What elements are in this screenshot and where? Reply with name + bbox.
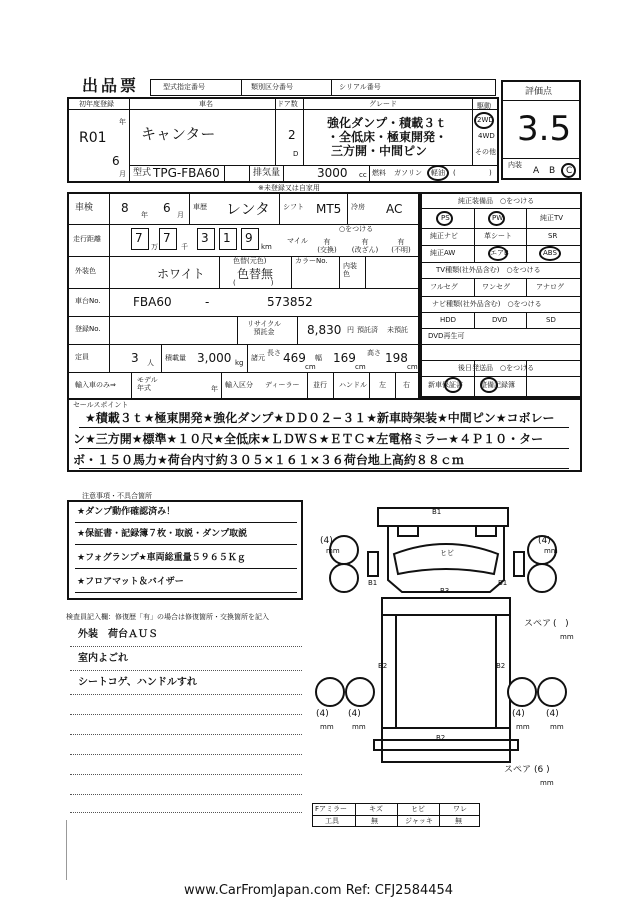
tread-fr: 4	[541, 536, 548, 546]
original-color-label: 色替(元色)	[233, 257, 267, 265]
tread-rl2-mm: mm	[352, 723, 366, 731]
drive-2wd: 2WD	[477, 116, 494, 124]
wheel-rear-left-outer	[316, 678, 344, 706]
tread-rr2: 4	[549, 709, 556, 719]
navi-hdd: HDD	[440, 316, 457, 324]
equip-pw: PW	[492, 214, 504, 222]
dvd-play: DVD再生可	[428, 332, 465, 340]
records-circle-icon	[480, 377, 498, 393]
model-type: TPG-FBA60	[153, 166, 220, 180]
note-line-1: ★ダンプ動作確認済み！	[77, 507, 176, 517]
capacity-value: 3	[131, 351, 139, 365]
recycle-deposited: 預託済	[357, 326, 378, 334]
mileage-digit-4: 1	[223, 231, 231, 245]
tv-oneseg: ワンセグ	[482, 283, 510, 291]
tread-rr2-mm: mm	[550, 723, 564, 731]
doors-label: ドア数	[277, 100, 298, 108]
reg-no-label: 登録No.	[75, 325, 101, 333]
navi-sd: SD	[546, 316, 556, 324]
notes-label: 注意事項・不具合箇所	[82, 492, 152, 500]
note-line-2: ★保証書・記録簿７枚・取説・ダンプ取説	[77, 529, 248, 539]
shift-value: MT5	[316, 202, 342, 216]
sales-point-label: セールスポイント	[73, 401, 129, 409]
tread-fl: 4	[323, 536, 330, 546]
navi-header: ナビ種類(社外品含む) ○をつける	[432, 300, 542, 308]
car-name: キャンター	[141, 125, 216, 143]
notes-box	[67, 500, 303, 600]
recycle-not-deposited: 未預託	[387, 326, 408, 334]
spec-table	[67, 192, 420, 400]
acc-tools-val: 無	[371, 817, 378, 825]
load-value: 3,000	[197, 351, 232, 365]
dealer-label: ディーラー	[265, 381, 300, 389]
acc-jack-val: 無	[455, 817, 462, 825]
displacement-value: 3000	[317, 166, 348, 180]
recycle-unit: 円	[347, 326, 354, 334]
mileage-digit-5: 9	[245, 231, 253, 245]
cargo-bed	[382, 598, 510, 728]
history-value: レンタ	[226, 200, 271, 218]
equip-leather: 革シート	[484, 232, 512, 240]
wheel-front-left-2	[330, 564, 358, 592]
mark-left-rear: B2	[378, 662, 388, 670]
fuel-gasoline: ガソリン	[394, 169, 422, 177]
wid-label: 幅	[315, 354, 322, 362]
mileage-unit-km: km	[261, 243, 272, 251]
inspection-year: 8	[121, 201, 129, 215]
score-box	[501, 80, 581, 180]
tread-rr1-mm: mm	[516, 723, 530, 731]
displacement-label: 排気量	[253, 168, 281, 178]
wheel-rear-right-inner	[508, 678, 536, 706]
handle-right: 右	[403, 381, 410, 389]
mark-bed: B3	[440, 587, 450, 595]
acc-crack: ヒビ	[411, 805, 425, 813]
front-bumper	[378, 508, 508, 526]
car-name-label: 車名	[199, 100, 213, 108]
spare2-label: スペア	[504, 765, 532, 775]
sales-line-3: ボ・１５０馬力★荷台内寸約３０５×１６１×３６荷台地上高約８８ｃｍ	[73, 453, 464, 467]
mileage-unit-man: 万	[151, 243, 158, 251]
inspection-month: 6	[163, 201, 171, 215]
docs-warranty: 新車保証書	[428, 381, 463, 389]
grade-line-2: ・全低床・極東開発・	[327, 130, 448, 144]
interior-circle-icon	[561, 163, 576, 178]
registration-note: ※未登録又は自家用	[258, 184, 320, 192]
color-no-label: カラーNo.	[295, 257, 328, 265]
grade-label: グレード	[369, 100, 397, 108]
month-unit: 月	[119, 170, 126, 178]
drive-circle-icon	[474, 112, 494, 129]
mileage-unit-sen: 千	[181, 243, 188, 251]
wid-value: 169	[333, 351, 356, 365]
load-unit: kg	[235, 359, 244, 367]
interior-grade-c: C	[566, 166, 573, 176]
fuel-close: )	[489, 169, 492, 177]
inspector-line-1: 外装 荷台ＡＵＳ	[78, 629, 158, 640]
fuel-other: (	[453, 169, 456, 177]
tread-rl2: 4	[351, 709, 358, 719]
mark-right-door: B1	[498, 579, 508, 587]
page-title: 出品票	[82, 76, 140, 95]
chassis-prefix: FBA60	[133, 295, 172, 309]
shift-label: シフト	[283, 203, 304, 211]
chassis-number: 573852	[267, 295, 313, 309]
mileage-opt-3: 有 (不明)	[391, 238, 411, 255]
spare1-mm: mm	[560, 633, 574, 641]
acc-jack: ジャッキ	[405, 817, 433, 825]
sales-point-box	[67, 398, 582, 472]
mark-windshield: ヒビ	[440, 549, 454, 557]
interior-color-label: 内装 色	[343, 262, 357, 279]
first-reg-month: 6	[112, 154, 120, 168]
inspector-line-3: シートコゲ、ハンドルすれ	[78, 677, 197, 688]
grade-line-1: 強化ダンプ・積載３ｔ	[327, 116, 448, 130]
fuel-diesel: 軽油	[431, 169, 445, 177]
color-value: ホワイト	[157, 267, 205, 281]
note-line-4: ★フロアマット＆バイザー	[77, 577, 184, 587]
tread-rl1: 4	[319, 709, 326, 719]
mileage-digit-3: 3	[201, 231, 209, 245]
load-label: 積載量	[165, 354, 186, 362]
acc-scratch: キズ	[369, 805, 383, 813]
doors-value: 2	[288, 128, 296, 142]
parallel-label: 並行	[313, 381, 327, 389]
history-label: 車歴	[193, 203, 207, 211]
inspection-year-unit: 年	[141, 211, 148, 219]
hgt-label: 高さ	[367, 349, 381, 357]
year-unit: 年	[119, 118, 126, 126]
len-value: 469	[283, 351, 306, 365]
acc-tools: 工具	[325, 817, 339, 825]
inspection-month-unit: 月	[177, 211, 184, 219]
margin-line	[66, 820, 67, 880]
airbag-circle-icon	[488, 246, 508, 261]
displacement-unit: cc	[359, 171, 367, 179]
docs-header: 後日発送品 ○をつける	[458, 364, 535, 372]
original-color-paren: ( )	[233, 279, 274, 287]
tread-rr1: 4	[515, 709, 522, 719]
hgt-value: 198	[385, 351, 408, 365]
inspector-area	[64, 622, 304, 812]
recycle-value: 8,830	[307, 323, 342, 337]
header-cell-2: 類別区分番号	[251, 83, 293, 91]
abs-circle-icon	[539, 246, 561, 261]
color-label: 外装色	[75, 267, 96, 275]
wheel-rear-left-inner	[346, 678, 374, 706]
doors-unit: D	[293, 150, 299, 158]
handle-left: 左	[379, 381, 386, 389]
import-type-label: 輸入区分	[225, 381, 253, 389]
import-label: 輸入車のみ⇒	[75, 381, 116, 389]
equip-abs: ABS	[543, 249, 557, 257]
sales-line-1: ★積載３ｔ★極東開発★強化ダンプ★ＤＤ０２−３１★新車時架装★中間ピン★コボレー	[85, 411, 555, 425]
header-cells	[150, 79, 496, 96]
tv-fullseg: フルセグ	[430, 283, 458, 291]
len-label: 長さ	[267, 349, 281, 357]
interior-grade-b: B	[549, 166, 556, 176]
first-reg-era: R01	[79, 130, 107, 146]
equip-ps: PS	[441, 214, 450, 222]
mile-label: マイル	[287, 237, 308, 245]
mileage-digit-2: 7	[163, 231, 171, 245]
drive-label: 駆動	[477, 102, 491, 110]
drive-other: その他	[475, 148, 496, 156]
capacity-unit: 人	[147, 359, 154, 367]
header-cell-3: シリアル番号	[339, 83, 381, 91]
interior-label: 内装	[508, 161, 522, 169]
fuel-label: 燃料	[372, 169, 386, 177]
inspector-label: 検査員記入欄：修復歴「有」の場合は修復箇所・交換箇所を記入	[66, 613, 269, 621]
equipment-header: 純正装備品 ○をつける	[458, 197, 535, 205]
grade-line-3: 三方開・中間ピン	[331, 144, 428, 158]
sales-line-2: ン★三方開★標準★１０尺★全低床★ＬＤＷＳ★ＥＴＣ★左電格ミラー★４Ｐ１０・ター	[73, 432, 544, 446]
spare2-value: 6	[537, 765, 544, 775]
handle-label: ハンドル	[339, 381, 367, 389]
capacity-label: 定員	[75, 353, 89, 361]
dims-label: 諸元	[251, 354, 265, 362]
chassis-dash: -	[205, 295, 210, 309]
tv-header: TV種類(社外品含む) ○をつける	[436, 266, 541, 274]
inspector-line-2: 室内よごれ	[78, 653, 128, 664]
equip-airbag: エアB	[490, 249, 509, 257]
chassis-label: 車台No.	[75, 297, 101, 305]
ac-value: AC	[386, 202, 403, 216]
score-value: 3.5	[517, 109, 572, 149]
dim-unit-1: cm	[305, 363, 316, 371]
ps-circle-icon	[436, 211, 453, 226]
dim-unit-3: cm	[407, 363, 418, 371]
original-color-value: 色替無	[237, 267, 274, 281]
equip-tv: 純正TV	[540, 214, 564, 222]
accessory-table	[312, 803, 480, 827]
drive-4wd: 4WD	[478, 132, 495, 140]
mark-front-bumper: B1	[432, 508, 442, 516]
note-line-3: ★フォグランプ★車両総重量５９６５Ｋｇ	[77, 553, 246, 563]
mileage-check-note: ○をつける	[339, 225, 374, 233]
acc-broken: ワレ	[453, 805, 467, 813]
pw-circle-icon	[488, 211, 505, 226]
inspection-label: 車検	[75, 203, 94, 213]
dim-unit-2: cm	[355, 363, 366, 371]
tv-analog: アナログ	[536, 283, 564, 291]
mileage-opt-1: 有 (交換)	[317, 238, 337, 255]
vehicle-info-block	[67, 97, 499, 183]
mark-left-door: B1	[368, 579, 378, 587]
footer-ref: www.CarFromJapan.com Ref: CFJ2584454	[184, 883, 454, 898]
equip-aw: 純正AW	[430, 249, 456, 257]
spare1-label: スペア	[524, 619, 552, 629]
wheel-rear-right-outer	[538, 678, 566, 706]
navi-dvd: DVD	[492, 316, 508, 324]
model-year-unit: 年	[211, 385, 218, 393]
header-cell-1: 型式指定番号	[163, 83, 205, 91]
model-year-label: モデル 年式	[137, 376, 158, 393]
warranty-circle-icon	[444, 377, 462, 393]
mark-rear-bumper: B2	[436, 734, 446, 742]
equip-sr: SR	[548, 232, 558, 240]
mileage-opt-2: 有 (改ざん)	[351, 238, 379, 255]
score-label: 評価点	[525, 87, 553, 97]
interior-grade-a: A	[533, 166, 540, 176]
mark-right-rear: B2	[496, 662, 506, 670]
recycle-label: リサイクル 預託金	[247, 320, 282, 337]
equipment-table	[420, 192, 582, 398]
mileage-label: 走行距離	[73, 235, 101, 243]
tread-rl1-mm: mm	[320, 723, 334, 731]
ac-label: 冷房	[351, 203, 365, 211]
tread-fl-mm: mm	[326, 547, 340, 555]
mileage-digit-1: 7	[135, 231, 143, 245]
tread-fr-mm: mm	[544, 547, 558, 555]
rear-gate	[382, 728, 510, 762]
wheel-front-right-2	[528, 564, 556, 592]
equip-navi: 純正ナビ	[430, 232, 458, 240]
acc-mirror: Fアミラー	[315, 805, 348, 813]
docs-records: 整備記録簿	[480, 381, 515, 389]
fuel-circle-icon	[427, 165, 449, 181]
model-type-label: 型式	[133, 168, 152, 178]
spare2-mm: mm	[540, 779, 554, 787]
first-reg-label: 初年度登録	[79, 100, 114, 108]
